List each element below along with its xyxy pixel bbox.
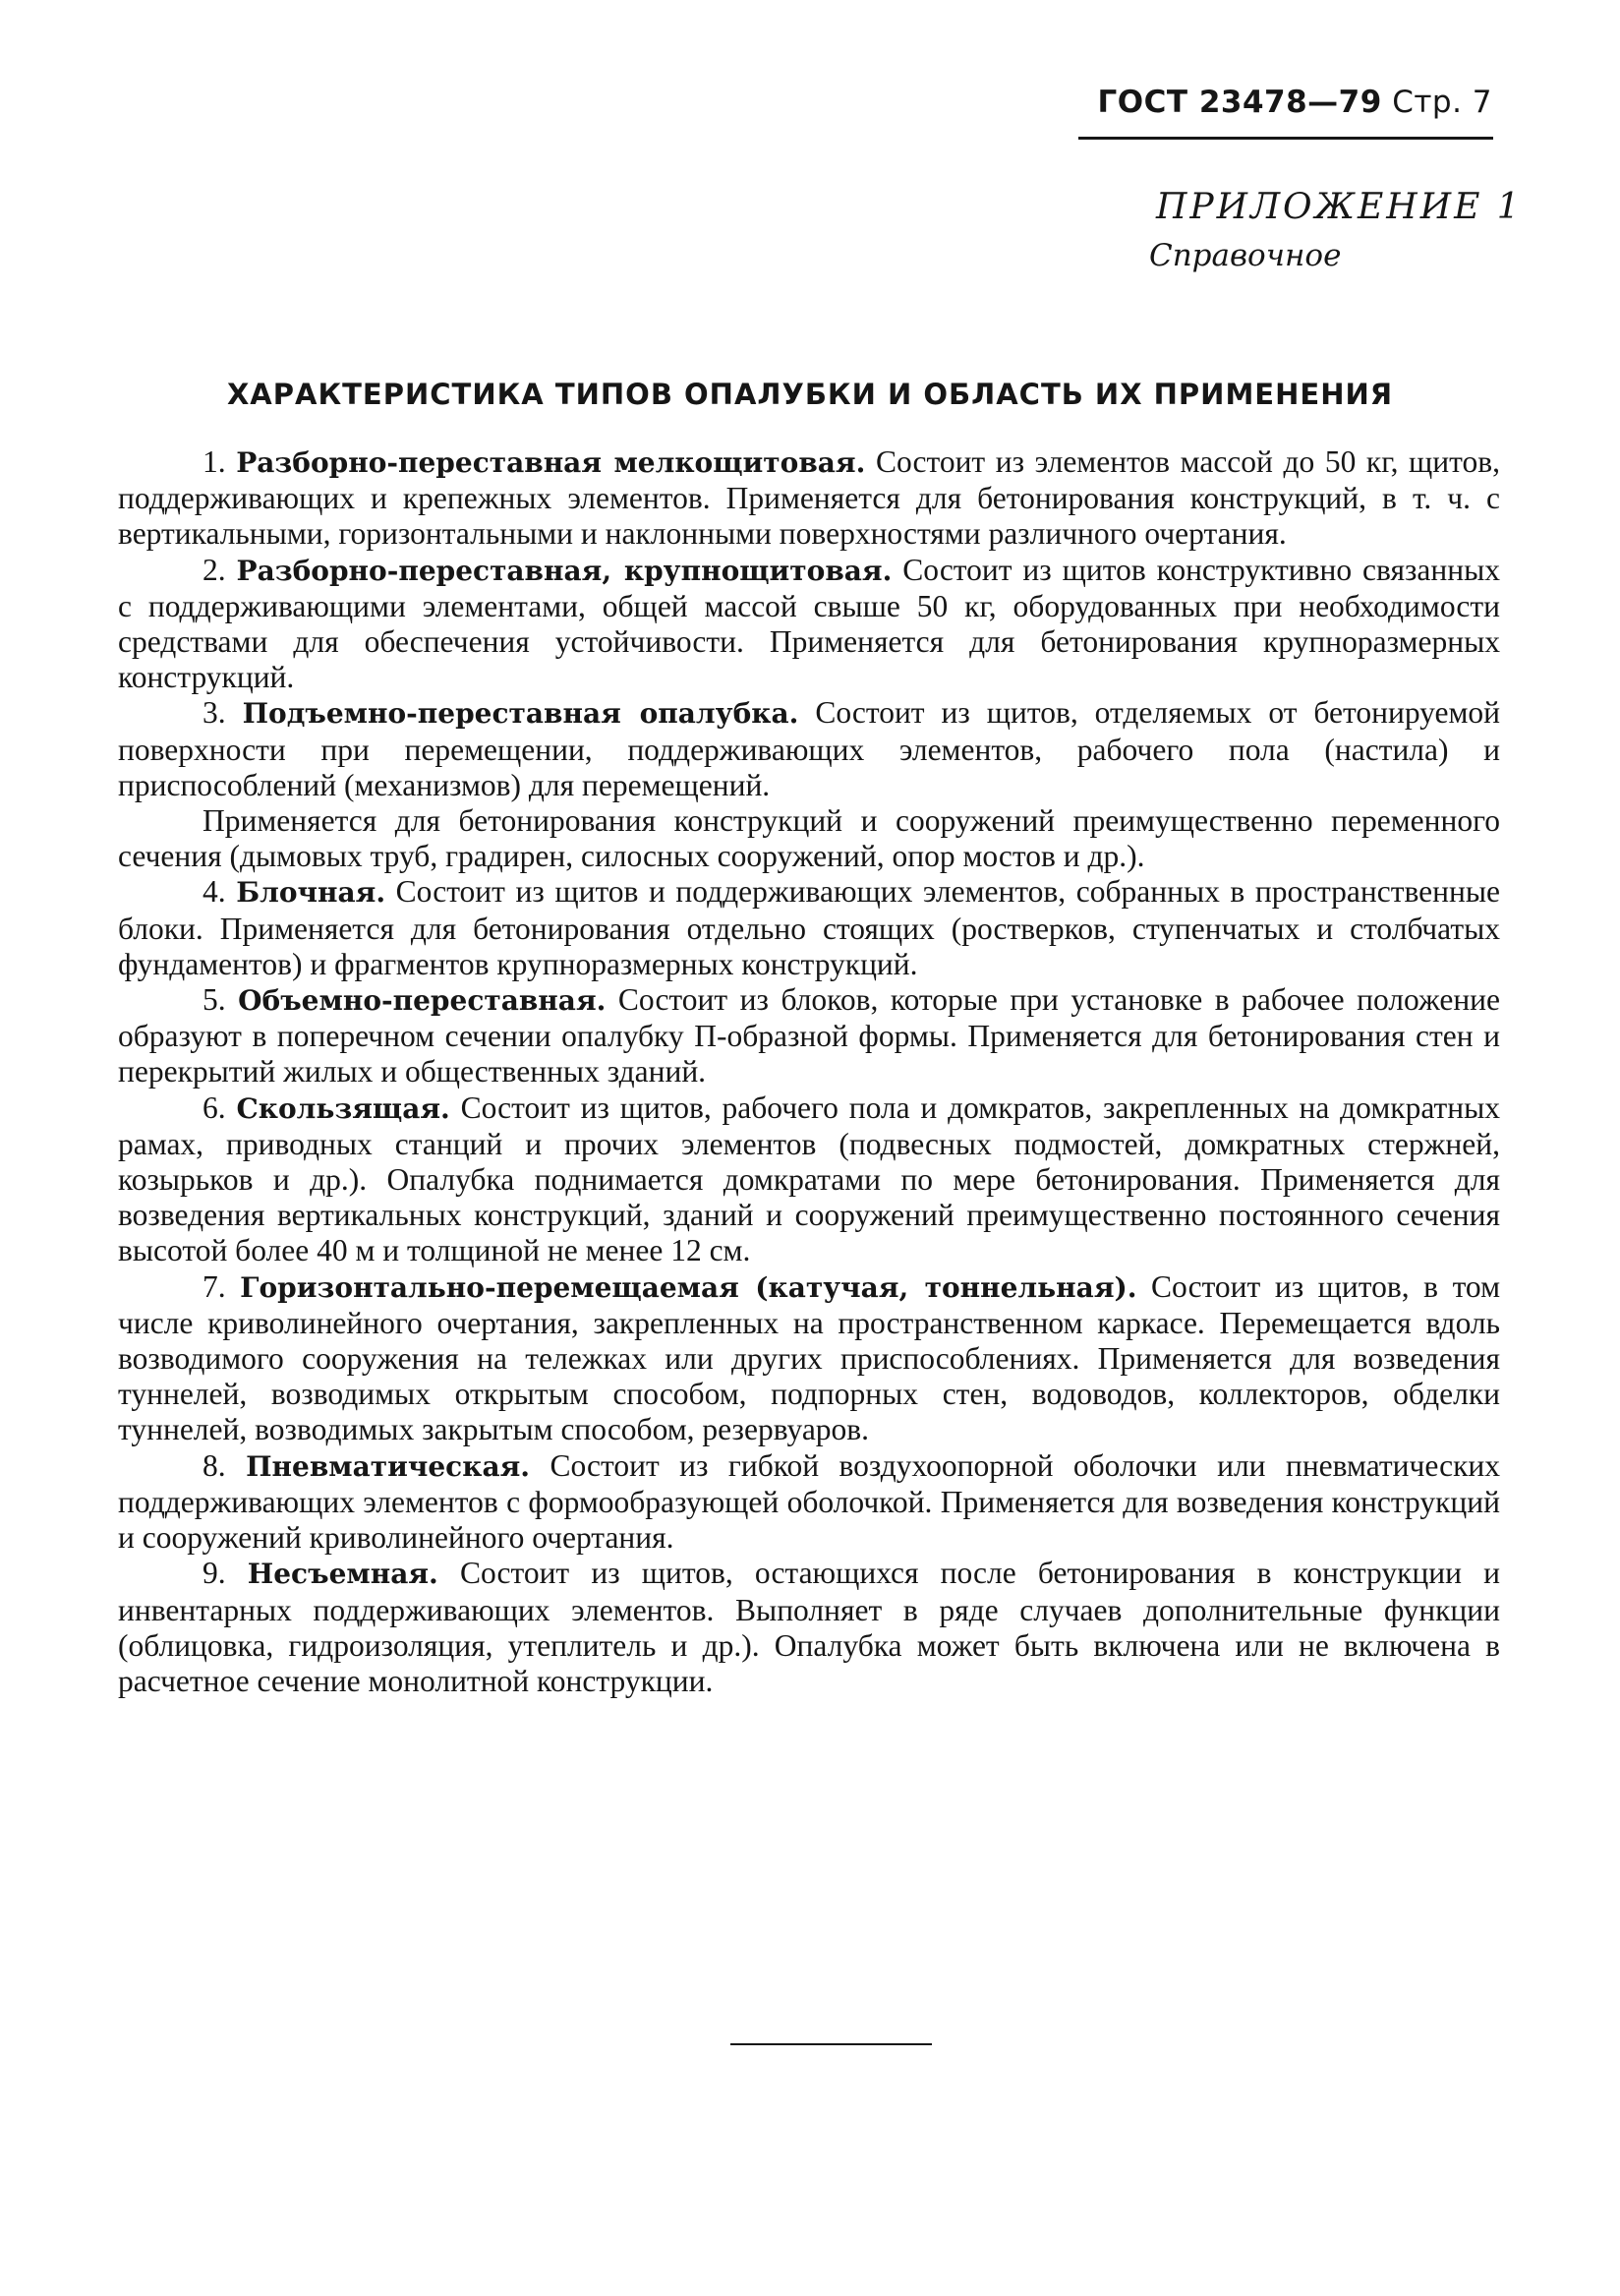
item-number: 8.: [202, 1447, 226, 1483]
item-number: 4.: [202, 874, 226, 910]
item-text: Состоит из щитов и поддерживающих элементов, собранных в пространственные блоки. Применяется для бетонирования отдельно стоящих (ростверков, ступенчатых и столбчатых фундаментов) и фрагментов крупноразмерных конструкций.: [118, 874, 1500, 981]
item-number: 9.: [202, 1556, 226, 1591]
paragraph-item-2: [118, 553, 1500, 696]
item-term: Блочная.: [236, 876, 386, 910]
item-term: Разборно-переставная мелкощитовая.: [236, 446, 866, 479]
item-term: Разборно-переставная, крупнощитовая.: [236, 554, 893, 587]
item-number: 2.: [202, 552, 226, 587]
section-title: ХАРАКТЕРИСТИКА ТИПОВ ОПАЛУБКИ И ОБЛАСТЬ ИХ ПРИМЕНЕНИЯ: [226, 378, 1394, 411]
end-divider: [730, 2043, 932, 2045]
item-number: 7.: [202, 1268, 226, 1304]
item-text: Состоит из щитов, остающихся после бетонирования в конструкции и инвентарных поддерживающих элементов. Выполняет в ряде случаев дополнительные функции (облицовка, гидроизоляция, утеплитель и др.). Опалубка может быть включена или не включена в расчетное сечение монолитной конструкции.: [118, 1556, 1501, 1698]
paragraph-item-6: [118, 1090, 1500, 1269]
paragraph-item-1: [118, 444, 1500, 553]
paragraph-item-9: [118, 1556, 1500, 1699]
item-text: Состоит из блоков, которые при установке в рабочее положение образуют в поперечном сечении опалубку П-образной формы. Применяется для бетонирования стен и перекрытий жилых и общественных зданий.: [118, 982, 1501, 1089]
item-term: Скользящая.: [236, 1091, 450, 1125]
item-text: Состоит из элементов массой до 50 кг, щитов, поддерживающих и крепежных элементов. Применяется для бетонирования конструкций, в т. ч. с вертикальными, горизонтальными и наклонными поверхностями различного очертания.: [118, 444, 1500, 552]
item-number: 6.: [202, 1089, 226, 1125]
paragraph-item-5: [118, 982, 1500, 1090]
item-text: Состоит из щитов, рабочего пола и домкратов, закрепленных на домкратных рамах, приводных станций и прочих элементов (подвесных подмостей, домкратных стержней, козырьков и др.). Опалубка поднимается домкратами по мере бетонирования. Применяется для возведения вертикальных конструкций, зданий и сооружений преимущественно постоянного сечения высотой более 40 м и толщиной не менее 12 см.: [118, 1089, 1501, 1268]
item-text: Состоит из гибкой воздухоопорной оболочки или пневматических поддерживающих элементов с формообразующей оболочкой. Применяется для возведения конструкций и сооружений криволинейного очертания.: [118, 1447, 1501, 1556]
item-text: Состоит из щитов, в том числе криволинейного очертания, закрепленных на пространственном каркасе. Перемещается вдоль возводимого сооружения на тележках или других приспособлениях. Применяется для возведения туннелей, возводимых открытым способом, подпорных стен, водоводов, коллекторов, обделки туннелей, возводимых закрытым способом, резервуаров.: [118, 1268, 1501, 1447]
paragraph-item-7: [118, 1269, 1500, 1448]
item-number: 3.: [202, 695, 226, 731]
item-term: Пневматическая.: [246, 1449, 531, 1483]
item-term: Несъемная.: [247, 1558, 438, 1591]
paragraph-item-3: [118, 695, 1500, 803]
item-text: Состоит из щитов конструктивно связанных с поддерживающими элементами, общей массой свыше 50 кг, оборудованных при необходимости средствами для обеспечения устойчивости. Применяется для бетонирования крупноразмерных конструкций.: [118, 552, 1501, 695]
appendix-title: ПРИЛОЖЕНИЕ 1: [1156, 187, 1523, 227]
item-term: Горизонтально-перемещаемая (катучая, тоннельная).: [240, 1270, 1137, 1304]
standard-number: ГОСТ 23478—79: [1097, 85, 1382, 120]
page-header: [1098, 85, 1492, 120]
paragraph-item-3-continued: Применяется для бетонирования конструкций и сооружений преимущественно переменного сечения (дымовых труб, градирен, силосных сооружений, опор мостов и др.).: [118, 803, 1500, 874]
paragraph-item-8: [118, 1448, 1500, 1557]
header-divider: [1078, 137, 1493, 140]
appendix-subtitle: Справочное: [1149, 238, 1342, 273]
item-term: Подъемно-переставная опалубка.: [242, 697, 799, 731]
item-term: Объемно-переставная.: [238, 984, 607, 1018]
page-number: Стр. 7: [1392, 85, 1492, 120]
item-number: 5.: [202, 982, 226, 1018]
document-body: [118, 444, 1500, 1699]
item-number: 1.: [202, 444, 226, 479]
paragraph-item-4: [118, 874, 1500, 982]
item-text: Состоит из щитов, отделяемых от бетонируемой поверхности при перемещении, поддерживающих элементов, рабочего пола (настила) и приспособлений (механизмов) для перемещений.: [118, 695, 1501, 802]
